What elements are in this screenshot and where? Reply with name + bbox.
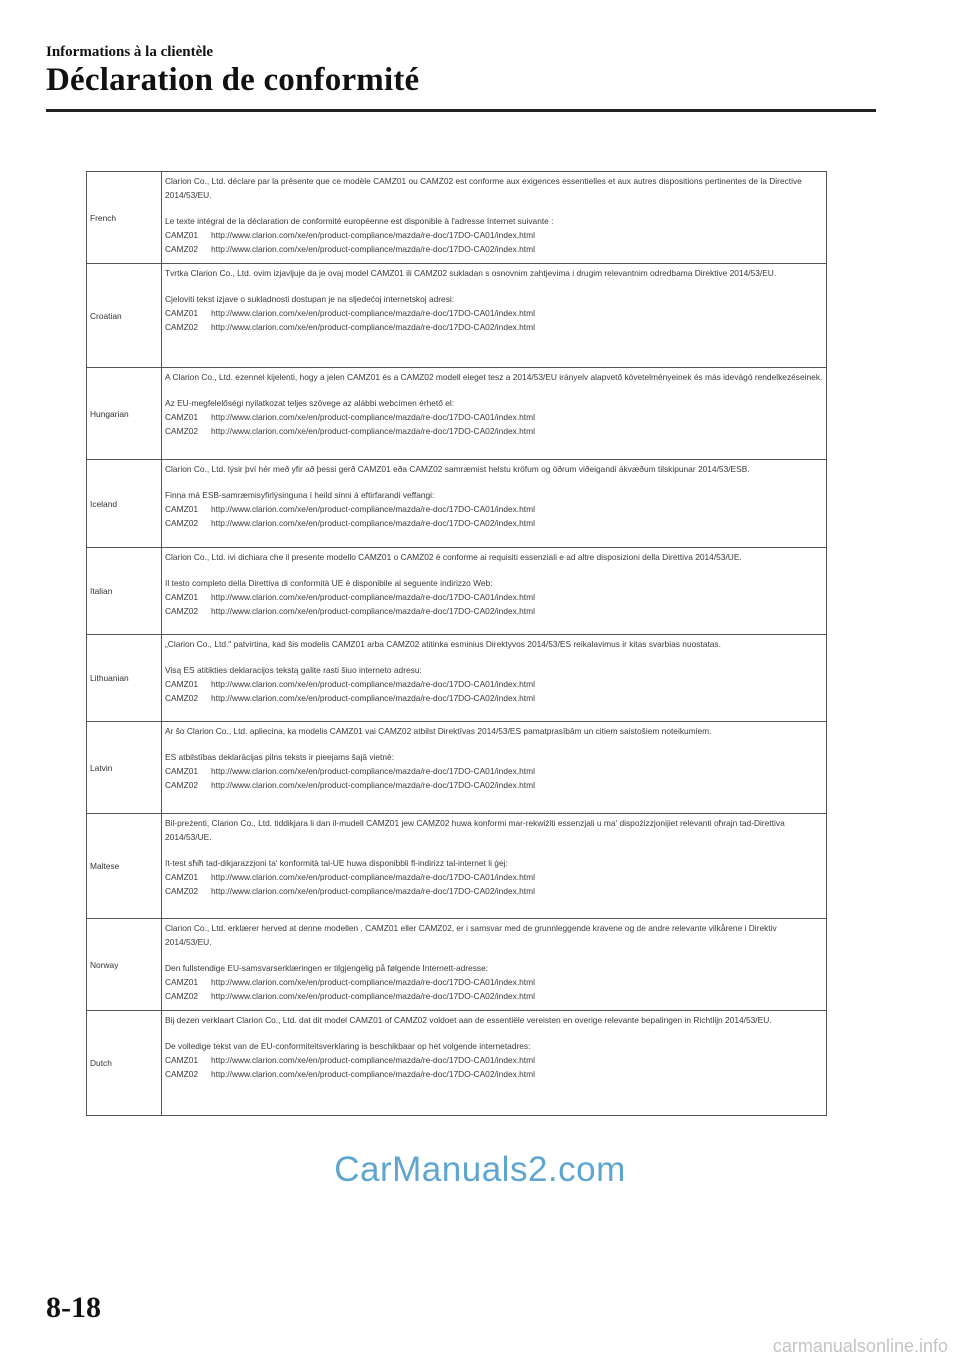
language-cell: Lithuanian [87,635,162,722]
url-intro: Le texte intégral de la déclaration de conformité européenne est disponible à l'adresse Internet suivante : [165,216,554,226]
declaration-statement: A Clarion Co., Ltd. ezennel kijelenti, hogy a jelen CAMZ01 és a CAMZ02 modell eleget tesz a 2014/53/EU irányelv alapvető követelményeinek és más idevágó rendelkezéseinek. [165,372,823,382]
model-code: CAMZ02 [165,1069,199,1079]
url-line [165,870,823,884]
language-cell: Hungarian [87,368,162,460]
url-intro: Az EU-megfelelőségi nyilatkozat teljes szövege az alábbi webcímen érhető el: [165,398,455,408]
url-intro: Visą ES atitikties deklaracijos tekstą galite rasti šiuo interneto adresu: [165,665,422,675]
declaration-statement: Tvrtka Clarion Co., Ltd. ovim izjavljuje da je ovaj model CAMZ01 ili CAMZ02 sukladan s osnovnim zahtjevima i drugim relevantnim odredbama Direktive 2014/53/EU. [165,268,777,278]
compliance-url: http://www.clarion.com/xe/en/product-compliance/mazda/re-doc/17DO-CA02/index.html [211,886,535,896]
url-line [165,320,823,334]
compliance-url: http://www.clarion.com/xe/en/product-compliance/mazda/re-doc/17DO-CA01/index.html [211,504,535,514]
compliance-url: http://www.clarion.com/xe/en/product-compliance/mazda/re-doc/17DO-CA01/index.html [211,766,535,776]
compliance-url: http://www.clarion.com/xe/en/product-compliance/mazda/re-doc/17DO-CA02/index.html [211,426,535,436]
language-cell: Iceland [87,460,162,548]
model-code: CAMZ01 [165,504,199,514]
model-code: CAMZ01 [165,412,199,422]
url-line [165,975,823,989]
language-cell: Croatian [87,264,162,368]
url-line [165,884,823,898]
declaration-cell [162,919,827,1011]
url-list [165,1053,823,1081]
compliance-url: http://www.clarion.com/xe/en/product-compliance/mazda/re-doc/17DO-CA02/index.html [211,1069,535,1079]
model-code: CAMZ01 [165,230,199,240]
compliance-url: http://www.clarion.com/xe/en/product-compliance/mazda/re-doc/17DO-CA01/index.html [211,592,535,602]
declaration-cell [162,460,827,548]
model-code: CAMZ02 [165,426,199,436]
table-row [87,1011,827,1116]
url-list [165,502,823,530]
url-line [165,778,823,792]
url-list [165,228,823,256]
table-row [87,919,827,1011]
model-code: CAMZ02 [165,886,199,896]
watermark-text: CarManuals2.com [334,1150,626,1189]
declaration-cell [162,548,827,635]
model-code: CAMZ02 [165,244,199,254]
url-line [165,242,823,256]
url-intro: Il testo completo della Direttiva di conformità UE è disponibile al seguente indirizzo Web: [165,578,493,588]
language-cell: Dutch [87,1011,162,1116]
compliance-url: http://www.clarion.com/xe/en/product-compliance/mazda/re-doc/17DO-CA01/index.html [211,1055,535,1065]
compliance-url: http://www.clarion.com/xe/en/product-compliance/mazda/re-doc/17DO-CA01/index.html [211,308,535,318]
url-intro: Cjeloviti tekst izjave o sukladnosti dostupan je na sljedećoj internetskoj adresi: [165,294,455,304]
declaration-statement: Clarion Co., Ltd. ivi dichiara che il presente modello CAMZ01 o CAMZ02 è conforme ai requisiti essenziali e ad altre disposizioni della Direttiva 2014/53/UE. [165,552,742,562]
compliance-url: http://www.clarion.com/xe/en/product-compliance/mazda/re-doc/17DO-CA02/index.html [211,606,535,616]
url-line [165,691,823,705]
table-row [87,460,827,548]
compliance-url: http://www.clarion.com/xe/en/product-compliance/mazda/re-doc/17DO-CA02/index.html [211,991,535,1001]
compliance-url: http://www.clarion.com/xe/en/product-compliance/mazda/re-doc/17DO-CA02/index.html [211,780,535,790]
model-code: CAMZ01 [165,308,199,318]
language-cell: Latvin [87,722,162,814]
url-intro: De volledige tekst van de EU-conformiteitsverklaring is beschikbaar op het volgende internetadres: [165,1041,531,1051]
url-line [165,590,823,604]
compliance-url: http://www.clarion.com/xe/en/product-compliance/mazda/re-doc/17DO-CA01/index.html [211,977,535,987]
url-intro: Den fullstendige EU-samsvarserklæringen er tilgjengelig på følgende Internett-adresse: [165,963,489,973]
declaration-cell [162,264,827,368]
url-list [165,306,823,334]
url-line [165,228,823,242]
model-code: CAMZ01 [165,766,199,776]
url-line [165,306,823,320]
url-line [165,989,823,1003]
page-number: 8-18 [46,1291,101,1324]
table-row [87,635,827,722]
url-list [165,764,823,792]
compliance-url: http://www.clarion.com/xe/en/product-compliance/mazda/re-doc/17DO-CA01/index.html [211,679,535,689]
url-line [165,1053,823,1067]
declaration-cell [162,814,827,919]
language-cell: Maltese [87,814,162,919]
title-rule [46,109,876,112]
table-row [87,722,827,814]
url-line [165,516,823,530]
url-line [165,677,823,691]
table-row [87,814,827,919]
url-intro: Finna má ESB-samræmisyfirlýsinguna í heild sinni á eftirfarandi veffangi: [165,490,435,500]
model-code: CAMZ02 [165,780,199,790]
url-line [165,1067,823,1081]
model-code: CAMZ02 [165,606,199,616]
declaration-cell [162,172,827,264]
language-cell: Norway [87,919,162,1011]
url-line [165,502,823,516]
model-code: CAMZ02 [165,518,199,528]
declaration-cell [162,368,827,460]
url-list [165,677,823,705]
url-line [165,604,823,618]
compliance-url: http://www.clarion.com/xe/en/product-compliance/mazda/re-doc/17DO-CA02/index.html [211,518,535,528]
declaration-statement: Clarion Co., Ltd. déclare par la présente que ce modèle CAMZ01 ou CAMZ02 est conforme aux exigences essentielles et aux autres dispositions pertinentes de la Directive 2014/53/EU. [165,176,802,200]
compliance-url: http://www.clarion.com/xe/en/product-compliance/mazda/re-doc/17DO-CA02/index.html [211,244,535,254]
model-code: CAMZ01 [165,1055,199,1065]
language-cell: French [87,172,162,264]
declaration-cell [162,722,827,814]
declaration-statement: Clarion Co., Ltd. erklærer herved at denne modellen , CAMZ01 eller CAMZ02, er i samsvar med de grunnleggende kravene og de andre relevante vilkårene i Direktiv 2014/53/EU. [165,923,777,947]
model-code: CAMZ02 [165,322,199,332]
declaration-statement: Bil-preżenti, Clarion Co., Ltd. tiddikjara li dan il-mudell CAMZ01 jew CAMZ02 huwa konformi mar-rekwiżiti essenzjali u ma' dispożizzjonijiet relevanti oħrajn tad-Direttiva 2014/53/UE. [165,818,785,842]
table-row [87,368,827,460]
section-label: Informations à la clientèle [46,44,214,60]
url-intro: It-test sħiħ tad-dikjarazzjoni ta' konformità tal-UE huwa disponibbli fl-indirizz tal-internet li ġej: [165,858,508,868]
model-code: CAMZ02 [165,991,199,1001]
declaration-statement: „Clarion Co., Ltd." patvirtina, kad šis modelis CAMZ01 arba CAMZ02 atitinka esminius Direktyvos 2014/53/ES reikalavimus ir kitas svarbias nuostatas. [165,639,721,649]
compliance-url: http://www.clarion.com/xe/en/product-compliance/mazda/re-doc/17DO-CA01/index.html [211,872,535,882]
compliance-url: http://www.clarion.com/xe/en/product-compliance/mazda/re-doc/17DO-CA01/index.html [211,230,535,240]
model-code: CAMZ01 [165,872,199,882]
url-line [165,410,823,424]
declaration-cell [162,1011,827,1116]
model-code: CAMZ01 [165,679,199,689]
declaration-statement: Ar šo Clarion Co., Ltd. apliecina, ka modelis CAMZ01 vai CAMZ02 atbilst Direktīvas 2014/53/ES pamatprasībām un citiem saistošiem noteikumiem. [165,726,712,736]
compliance-url: http://www.clarion.com/xe/en/product-compliance/mazda/re-doc/17DO-CA01/index.html [211,412,535,422]
page-title: Déclaration de conformité [46,62,420,98]
url-list [165,975,823,1003]
declaration-statement: Clarion Co., Ltd. lýsir því hér með yfir að þessi gerð CAMZ01 eða CAMZ02 samræmist helstu kröfum og öðrum viðeigandi ákvæðum tilskipunar 2014/53/ESB. [165,464,750,474]
model-code: CAMZ01 [165,592,199,602]
model-code: CAMZ01 [165,977,199,987]
url-list [165,410,823,438]
language-cell: Italian [87,548,162,635]
declaration-cell [162,635,827,722]
table-row [87,172,827,264]
site-watermark: carmanualsonline.info [772,1336,948,1356]
compliance-url: http://www.clarion.com/xe/en/product-compliance/mazda/re-doc/17DO-CA02/index.html [211,322,535,332]
compliance-url: http://www.clarion.com/xe/en/product-compliance/mazda/re-doc/17DO-CA02/index.html [211,693,535,703]
url-line [165,424,823,438]
declaration-table-body [87,172,827,1116]
url-line [165,764,823,778]
declaration-table [86,171,827,1116]
url-intro: ES atbilstības deklarācijas pilns teksts ir pieejams šajā vietnē: [165,752,395,762]
table-row [87,264,827,368]
url-list [165,590,823,618]
model-code: CAMZ02 [165,693,199,703]
table-row [87,548,827,635]
url-list [165,870,823,898]
declaration-statement: Bij dezen verklaart Clarion Co., Ltd. dat dit model CAMZ01 of CAMZ02 voldoet aan de essentiële vereisten en overige relevante bepalingen in Richtlijn 2014/53/EU. [165,1015,772,1025]
